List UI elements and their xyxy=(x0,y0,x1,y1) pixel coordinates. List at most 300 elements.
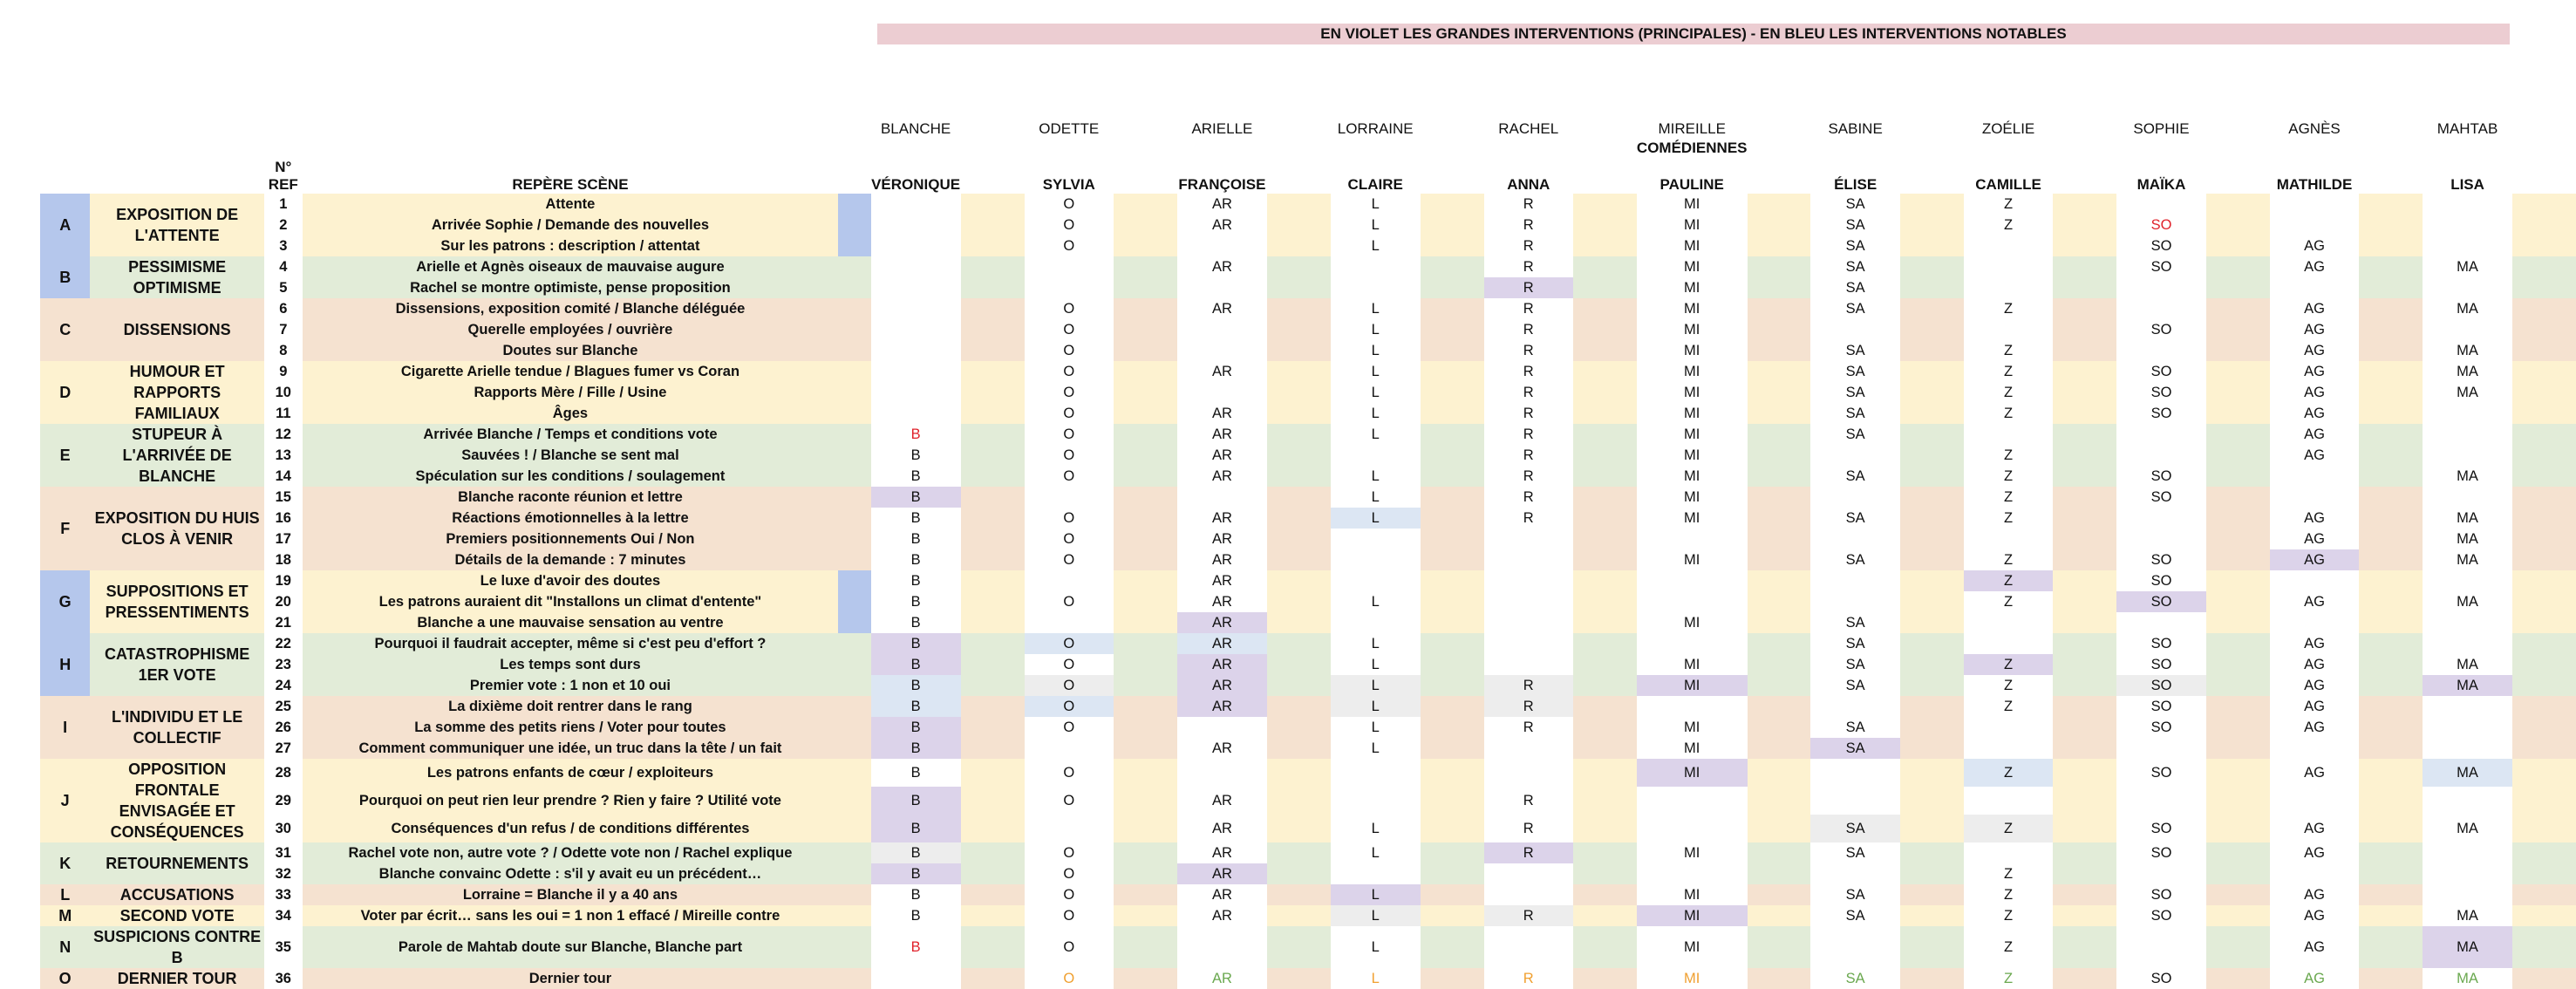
presence-cell xyxy=(1637,787,1748,815)
presence-cell: O xyxy=(1063,510,1075,526)
gap-cell xyxy=(2206,194,2270,215)
gap-cell xyxy=(961,787,1025,815)
gap-cell xyxy=(2206,235,2270,256)
presence-cell xyxy=(1964,256,2054,277)
scene-description: Querelle employées / ouvrière xyxy=(303,319,838,340)
gap-cell xyxy=(961,298,1025,319)
gap-cell xyxy=(2053,787,2116,815)
scene-header: REPÈRE SCÈNE xyxy=(512,176,629,193)
gap-cell xyxy=(2512,905,2576,926)
ref-number: 23 xyxy=(275,657,291,672)
presence-cell xyxy=(2116,508,2205,529)
presence-cell: MI xyxy=(1684,406,1700,421)
presence-cell xyxy=(2116,445,2205,466)
gap-cell xyxy=(1900,842,1964,863)
header-gap xyxy=(2206,101,2270,138)
gap-cell xyxy=(1748,738,1811,759)
gap-cell xyxy=(2053,654,2116,675)
presence-cell xyxy=(1810,863,1899,884)
gap-cell xyxy=(2512,570,2576,591)
presence-cell: O xyxy=(1063,765,1075,781)
group-bar xyxy=(838,884,870,905)
gap-cell xyxy=(2053,570,2116,591)
scene-description: Dernier tour xyxy=(303,968,838,989)
gap-cell xyxy=(1900,382,1964,403)
gap-cell xyxy=(2359,717,2423,738)
gap-cell xyxy=(1573,403,1637,424)
gap-cell xyxy=(2359,738,2423,759)
gap-cell xyxy=(1900,529,1964,549)
gap-cell xyxy=(1267,591,1331,612)
gap-cell xyxy=(961,654,1025,675)
group-bar xyxy=(838,424,870,487)
gap-cell xyxy=(1900,905,1964,926)
presence-cell xyxy=(1484,863,1574,884)
gap-cell xyxy=(1114,717,1177,738)
gap-cell xyxy=(1114,926,1177,968)
gap-cell xyxy=(2512,508,2576,529)
gap-cell xyxy=(1267,549,1331,570)
presence-cell xyxy=(1637,696,1748,717)
presence-cell: O xyxy=(1063,322,1075,338)
gap-cell xyxy=(961,256,1025,277)
gap-cell xyxy=(2206,968,2270,989)
header-gap xyxy=(1267,138,1331,159)
presence-cell: O xyxy=(1063,594,1075,610)
gap-cell xyxy=(1573,926,1637,968)
gap-cell xyxy=(1267,382,1331,403)
presence-cell: R xyxy=(1484,277,1574,298)
gap-cell xyxy=(1900,340,1964,361)
header-gap xyxy=(2512,138,2576,159)
presence-cell: MA xyxy=(2457,343,2478,358)
group-letter: L xyxy=(40,884,90,905)
presence-cell: MI xyxy=(1684,301,1700,317)
presence-cell: SO xyxy=(2116,675,2205,696)
presence-cell: AG xyxy=(2304,343,2325,358)
gap-cell xyxy=(2053,361,2116,382)
scene-row xyxy=(40,194,2576,215)
header-gap xyxy=(961,101,1025,138)
gap-cell xyxy=(1900,215,1964,235)
header-empty xyxy=(1025,138,1114,159)
ref-number: 4 xyxy=(279,259,288,275)
presence-cell xyxy=(2270,194,2360,215)
presence-cell xyxy=(1177,340,1267,361)
gap-cell xyxy=(2206,508,2270,529)
presence-cell xyxy=(871,298,961,319)
gap-cell xyxy=(1267,298,1331,319)
gap-cell xyxy=(1421,612,1484,633)
gap-cell xyxy=(1900,926,1964,968)
scene-description: Blanche convainc Odette : s'il y avait eu un précédent… xyxy=(303,863,838,884)
gap-cell xyxy=(1900,235,1964,256)
gap-cell xyxy=(1421,298,1484,319)
presence-cell: O xyxy=(1025,633,1114,654)
ref-number: 30 xyxy=(275,821,291,836)
gap-cell xyxy=(2053,968,2116,989)
gap-cell xyxy=(1573,424,1637,445)
presence-cell xyxy=(1331,549,1421,570)
header-gap xyxy=(961,138,1025,159)
presence-cell: L xyxy=(1371,845,1380,861)
presence-cell: AR xyxy=(1211,217,1232,233)
gap-cell xyxy=(961,445,1025,466)
presence-cell: MA xyxy=(2457,259,2478,275)
presence-cell: L xyxy=(1371,364,1380,379)
presence-cell: R xyxy=(1523,406,1534,421)
presence-cell: R xyxy=(1523,322,1534,338)
presence-cell xyxy=(871,235,961,256)
gap-cell xyxy=(1748,863,1811,884)
gap-cell xyxy=(1267,759,1331,787)
presence-cell xyxy=(2116,298,2205,319)
presence-cell xyxy=(871,340,961,361)
gap-cell xyxy=(1900,508,1964,529)
gap-cell xyxy=(1267,361,1331,382)
gap-cell xyxy=(1748,382,1811,403)
gap-cell xyxy=(961,403,1025,424)
gap-cell xyxy=(1748,319,1811,340)
gap-cell xyxy=(1573,787,1637,815)
gap-cell xyxy=(1748,445,1811,466)
gap-cell xyxy=(1421,235,1484,256)
ref-number: 2 xyxy=(279,217,288,233)
gap-cell xyxy=(1573,466,1637,487)
gap-cell xyxy=(1573,842,1637,863)
gap-cell xyxy=(2206,256,2270,277)
ref-number: 19 xyxy=(275,573,291,589)
scene-description: Conséquences d'un refus / de conditions différentes xyxy=(303,815,838,842)
gap-cell xyxy=(1267,863,1331,884)
presence-cell xyxy=(1331,787,1421,815)
scene-description: Lorraine = Blanche il y a 40 ans xyxy=(303,884,838,905)
scene-row xyxy=(40,508,2576,529)
presence-cell: SA xyxy=(1845,301,1865,317)
header-empty xyxy=(871,138,961,159)
gap-cell xyxy=(2512,340,2576,361)
presence-cell xyxy=(1810,591,1899,612)
presence-cell xyxy=(2423,445,2512,466)
presence-cell xyxy=(1484,549,1574,570)
scene-row xyxy=(40,815,2576,842)
ref-number: 13 xyxy=(275,447,291,463)
gap-cell xyxy=(961,235,1025,256)
role-header: MIREILLE xyxy=(1658,120,1726,137)
presence-cell: B xyxy=(871,633,961,654)
presence-cell: AG xyxy=(2304,699,2325,714)
actor-header: FRANÇOISE xyxy=(1178,176,1266,193)
presence-cell xyxy=(2423,424,2512,445)
presence-cell xyxy=(1177,382,1267,403)
gap-cell xyxy=(1573,194,1637,215)
gap-cell xyxy=(1267,215,1331,235)
scene-row xyxy=(40,738,2576,759)
presence-cell: MI xyxy=(1684,364,1700,379)
role-header: MAHTAB xyxy=(2436,120,2498,137)
gap-cell xyxy=(1900,717,1964,738)
gap-cell xyxy=(2512,842,2576,863)
gap-cell xyxy=(1114,277,1177,298)
gap-cell xyxy=(1421,215,1484,235)
gap-cell xyxy=(1573,340,1637,361)
scene-row xyxy=(40,319,2576,340)
presence-cell: MA xyxy=(2423,675,2512,696)
gap-cell xyxy=(961,633,1025,654)
presence-cell: B xyxy=(871,675,961,696)
gap-cell xyxy=(1114,256,1177,277)
presence-cell: MA xyxy=(2457,468,2478,484)
gap-cell xyxy=(1421,905,1484,926)
ref-number: 21 xyxy=(275,615,291,631)
header-empty xyxy=(1177,138,1267,159)
presence-cell: B xyxy=(871,863,961,884)
presence-cell xyxy=(2423,487,2512,508)
presence-cell: AG xyxy=(2304,322,2325,338)
gap-cell xyxy=(961,194,1025,215)
presence-cell: MA xyxy=(2457,971,2478,986)
presence-cell: L xyxy=(1371,971,1380,986)
presence-cell xyxy=(2423,633,2512,654)
scene-grid xyxy=(40,101,2576,989)
scene-row xyxy=(40,696,2576,717)
presence-cell: SA xyxy=(1845,678,1865,693)
presence-cell: AG xyxy=(2304,657,2325,672)
gap-cell xyxy=(1114,361,1177,382)
num-label: N° xyxy=(275,159,292,175)
presence-cell: Z xyxy=(2004,406,2014,421)
gap-cell xyxy=(1267,466,1331,487)
group-bar xyxy=(838,633,870,696)
gap-cell xyxy=(1748,403,1811,424)
presence-cell: Z xyxy=(1964,570,2054,591)
presence-cell: SA xyxy=(1845,552,1865,568)
actor-header: LISA xyxy=(2450,176,2484,193)
presence-cell: MI xyxy=(1684,489,1700,505)
gap-cell xyxy=(1900,256,1964,277)
gap-cell xyxy=(1573,298,1637,319)
presence-cell: Z xyxy=(2004,699,2014,714)
presence-cell: R xyxy=(1523,793,1534,808)
presence-cell: L xyxy=(1331,675,1421,696)
presence-cell: SO xyxy=(2150,821,2172,836)
gap-cell xyxy=(2512,487,2576,508)
presence-cell: AR xyxy=(1211,793,1232,808)
presence-cell: O xyxy=(1063,793,1075,808)
gap-cell xyxy=(1267,403,1331,424)
presence-cell: MI xyxy=(1684,510,1700,526)
gap-cell xyxy=(1748,215,1811,235)
scene-description: Le luxe d'avoir des doutes xyxy=(303,570,838,591)
gap-cell xyxy=(961,842,1025,863)
header-gap xyxy=(2512,101,2576,138)
gap-cell xyxy=(2053,905,2116,926)
presence-cell: AR xyxy=(1211,301,1232,317)
gap-cell xyxy=(1267,424,1331,445)
gap-cell xyxy=(1573,759,1637,787)
gap-cell xyxy=(1267,633,1331,654)
header-empty xyxy=(1484,138,1574,159)
scene-description: Cigarette Arielle tendue / Blagues fumer vs Coran xyxy=(303,361,838,382)
scene-description: Détails de la demande : 7 minutes xyxy=(303,549,838,570)
presence-cell: B xyxy=(871,738,961,759)
group-letter: C xyxy=(40,298,90,361)
gap-cell xyxy=(961,696,1025,717)
gap-cell xyxy=(1748,591,1811,612)
presence-cell: Z xyxy=(1964,654,2054,675)
gap-cell xyxy=(1114,905,1177,926)
presence-cell xyxy=(1177,235,1267,256)
presence-cell xyxy=(1331,529,1421,549)
gap-cell xyxy=(2512,256,2576,277)
scene-row xyxy=(40,675,2576,696)
presence-cell: O xyxy=(1025,675,1114,696)
ref-number: 32 xyxy=(275,866,291,882)
gap-cell xyxy=(1900,466,1964,487)
gap-cell xyxy=(2359,277,2423,298)
gap-cell xyxy=(1748,361,1811,382)
presence-cell: SA xyxy=(1845,217,1865,233)
group-bar xyxy=(838,361,870,424)
scene-row xyxy=(40,445,2576,466)
ref-number: 1 xyxy=(279,196,288,212)
presence-cell: AR xyxy=(1211,406,1232,421)
gap-cell xyxy=(1114,319,1177,340)
gap-cell xyxy=(2359,487,2423,508)
group-label: CATASTROPHISME 1ER VOTE xyxy=(90,633,264,696)
gap-cell xyxy=(2053,466,2116,487)
gap-cell xyxy=(2053,926,2116,968)
presence-cell xyxy=(1025,277,1114,298)
presence-cell xyxy=(1964,529,2054,549)
presence-cell: Z xyxy=(2004,343,2014,358)
presence-cell: Z xyxy=(2004,594,2014,610)
presence-cell: AR xyxy=(1211,821,1232,836)
gap-cell xyxy=(1114,787,1177,815)
gap-cell xyxy=(2512,529,2576,549)
gap-cell xyxy=(1114,215,1177,235)
gap-cell xyxy=(1267,738,1331,759)
gap-cell xyxy=(2206,549,2270,570)
presence-cell: R xyxy=(1523,468,1534,484)
actor-header: PAULINE xyxy=(1659,176,1724,193)
gap-cell xyxy=(2206,319,2270,340)
gap-cell xyxy=(1114,633,1177,654)
gap-cell xyxy=(1114,445,1177,466)
presence-cell: SO xyxy=(2150,971,2172,986)
gap-cell xyxy=(1748,340,1811,361)
gap-cell xyxy=(1114,508,1177,529)
gap-cell xyxy=(2053,382,2116,403)
gap-cell xyxy=(1114,298,1177,319)
gap-cell xyxy=(1900,815,1964,842)
header-gap xyxy=(1748,101,1811,138)
gap-cell xyxy=(961,884,1025,905)
gap-cell xyxy=(2359,905,2423,926)
gap-cell xyxy=(961,424,1025,445)
gap-cell xyxy=(1114,424,1177,445)
presence-cell: MI xyxy=(1684,238,1700,254)
gap-cell xyxy=(2359,968,2423,989)
presence-cell: R xyxy=(1523,426,1534,442)
gap-cell xyxy=(2206,759,2270,787)
gap-cell xyxy=(2359,298,2423,319)
presence-cell: SO xyxy=(2150,406,2172,421)
scene-description: Sauvées ! / Blanche se sent mal xyxy=(303,445,838,466)
group-label: STUPEUR À L'ARRIVÉE DE BLANCHE xyxy=(90,424,264,487)
scene-description: La somme des petits riens / Voter pour toutes xyxy=(303,717,838,738)
gap-cell xyxy=(2359,445,2423,466)
presence-cell xyxy=(2423,612,2512,633)
gap-cell xyxy=(2053,487,2116,508)
gap-cell xyxy=(1114,487,1177,508)
group-label: DISSENSIONS xyxy=(90,298,264,361)
scene-description: Spéculation sur les conditions / soulagement xyxy=(303,466,838,487)
presence-cell xyxy=(1964,717,2054,738)
presence-cell: MI xyxy=(1637,759,1748,787)
presence-cell: O xyxy=(1063,531,1075,547)
gap-cell xyxy=(1114,738,1177,759)
presence-cell: B xyxy=(871,842,961,863)
presence-cell: AG xyxy=(2304,426,2325,442)
gap-cell xyxy=(1421,445,1484,466)
presence-cell xyxy=(2423,696,2512,717)
presence-cell: MI xyxy=(1684,343,1700,358)
header-spacer xyxy=(40,159,264,194)
gap-cell xyxy=(2512,277,2576,298)
presence-cell: MI xyxy=(1684,468,1700,484)
presence-cell: MA xyxy=(2457,301,2478,317)
gap-cell xyxy=(1421,968,1484,989)
header-gap xyxy=(1748,159,1811,194)
presence-cell xyxy=(1810,696,1899,717)
presence-cell: MI xyxy=(1684,720,1700,735)
group-letter: E xyxy=(40,424,90,487)
presence-cell: O xyxy=(1063,406,1075,421)
ref-number: 9 xyxy=(279,364,288,379)
gap-cell xyxy=(2053,738,2116,759)
presence-cell xyxy=(2116,926,2205,968)
presence-cell: L xyxy=(1331,696,1421,717)
presence-cell: SO xyxy=(2150,259,2172,275)
gap-cell xyxy=(2053,633,2116,654)
gap-cell xyxy=(2206,529,2270,549)
gap-cell xyxy=(1421,591,1484,612)
gap-cell xyxy=(2206,403,2270,424)
presence-cell: R xyxy=(1523,196,1534,212)
role-header: ODETTE xyxy=(1039,120,1100,137)
presence-cell: O xyxy=(1063,385,1075,400)
gap-cell xyxy=(2359,612,2423,633)
gap-cell xyxy=(1421,633,1484,654)
presence-cell: B xyxy=(910,615,921,631)
presence-cell: B xyxy=(910,510,921,526)
gap-cell xyxy=(2512,787,2576,815)
scene-description: Premiers positionnements Oui / Non xyxy=(303,529,838,549)
presence-cell: SA xyxy=(1845,657,1865,672)
gap-cell xyxy=(961,549,1025,570)
presence-cell: SO xyxy=(2150,908,2172,924)
gap-cell xyxy=(1421,884,1484,905)
presence-cell: AG xyxy=(2304,301,2325,317)
actor-header: CAMILLE xyxy=(1975,176,2041,193)
presence-cell: SA xyxy=(1845,887,1865,903)
header-gap xyxy=(1267,101,1331,138)
gap-cell xyxy=(961,382,1025,403)
presence-cell: R xyxy=(1523,821,1534,836)
presence-cell xyxy=(2270,277,2360,298)
presence-cell xyxy=(2270,612,2360,633)
